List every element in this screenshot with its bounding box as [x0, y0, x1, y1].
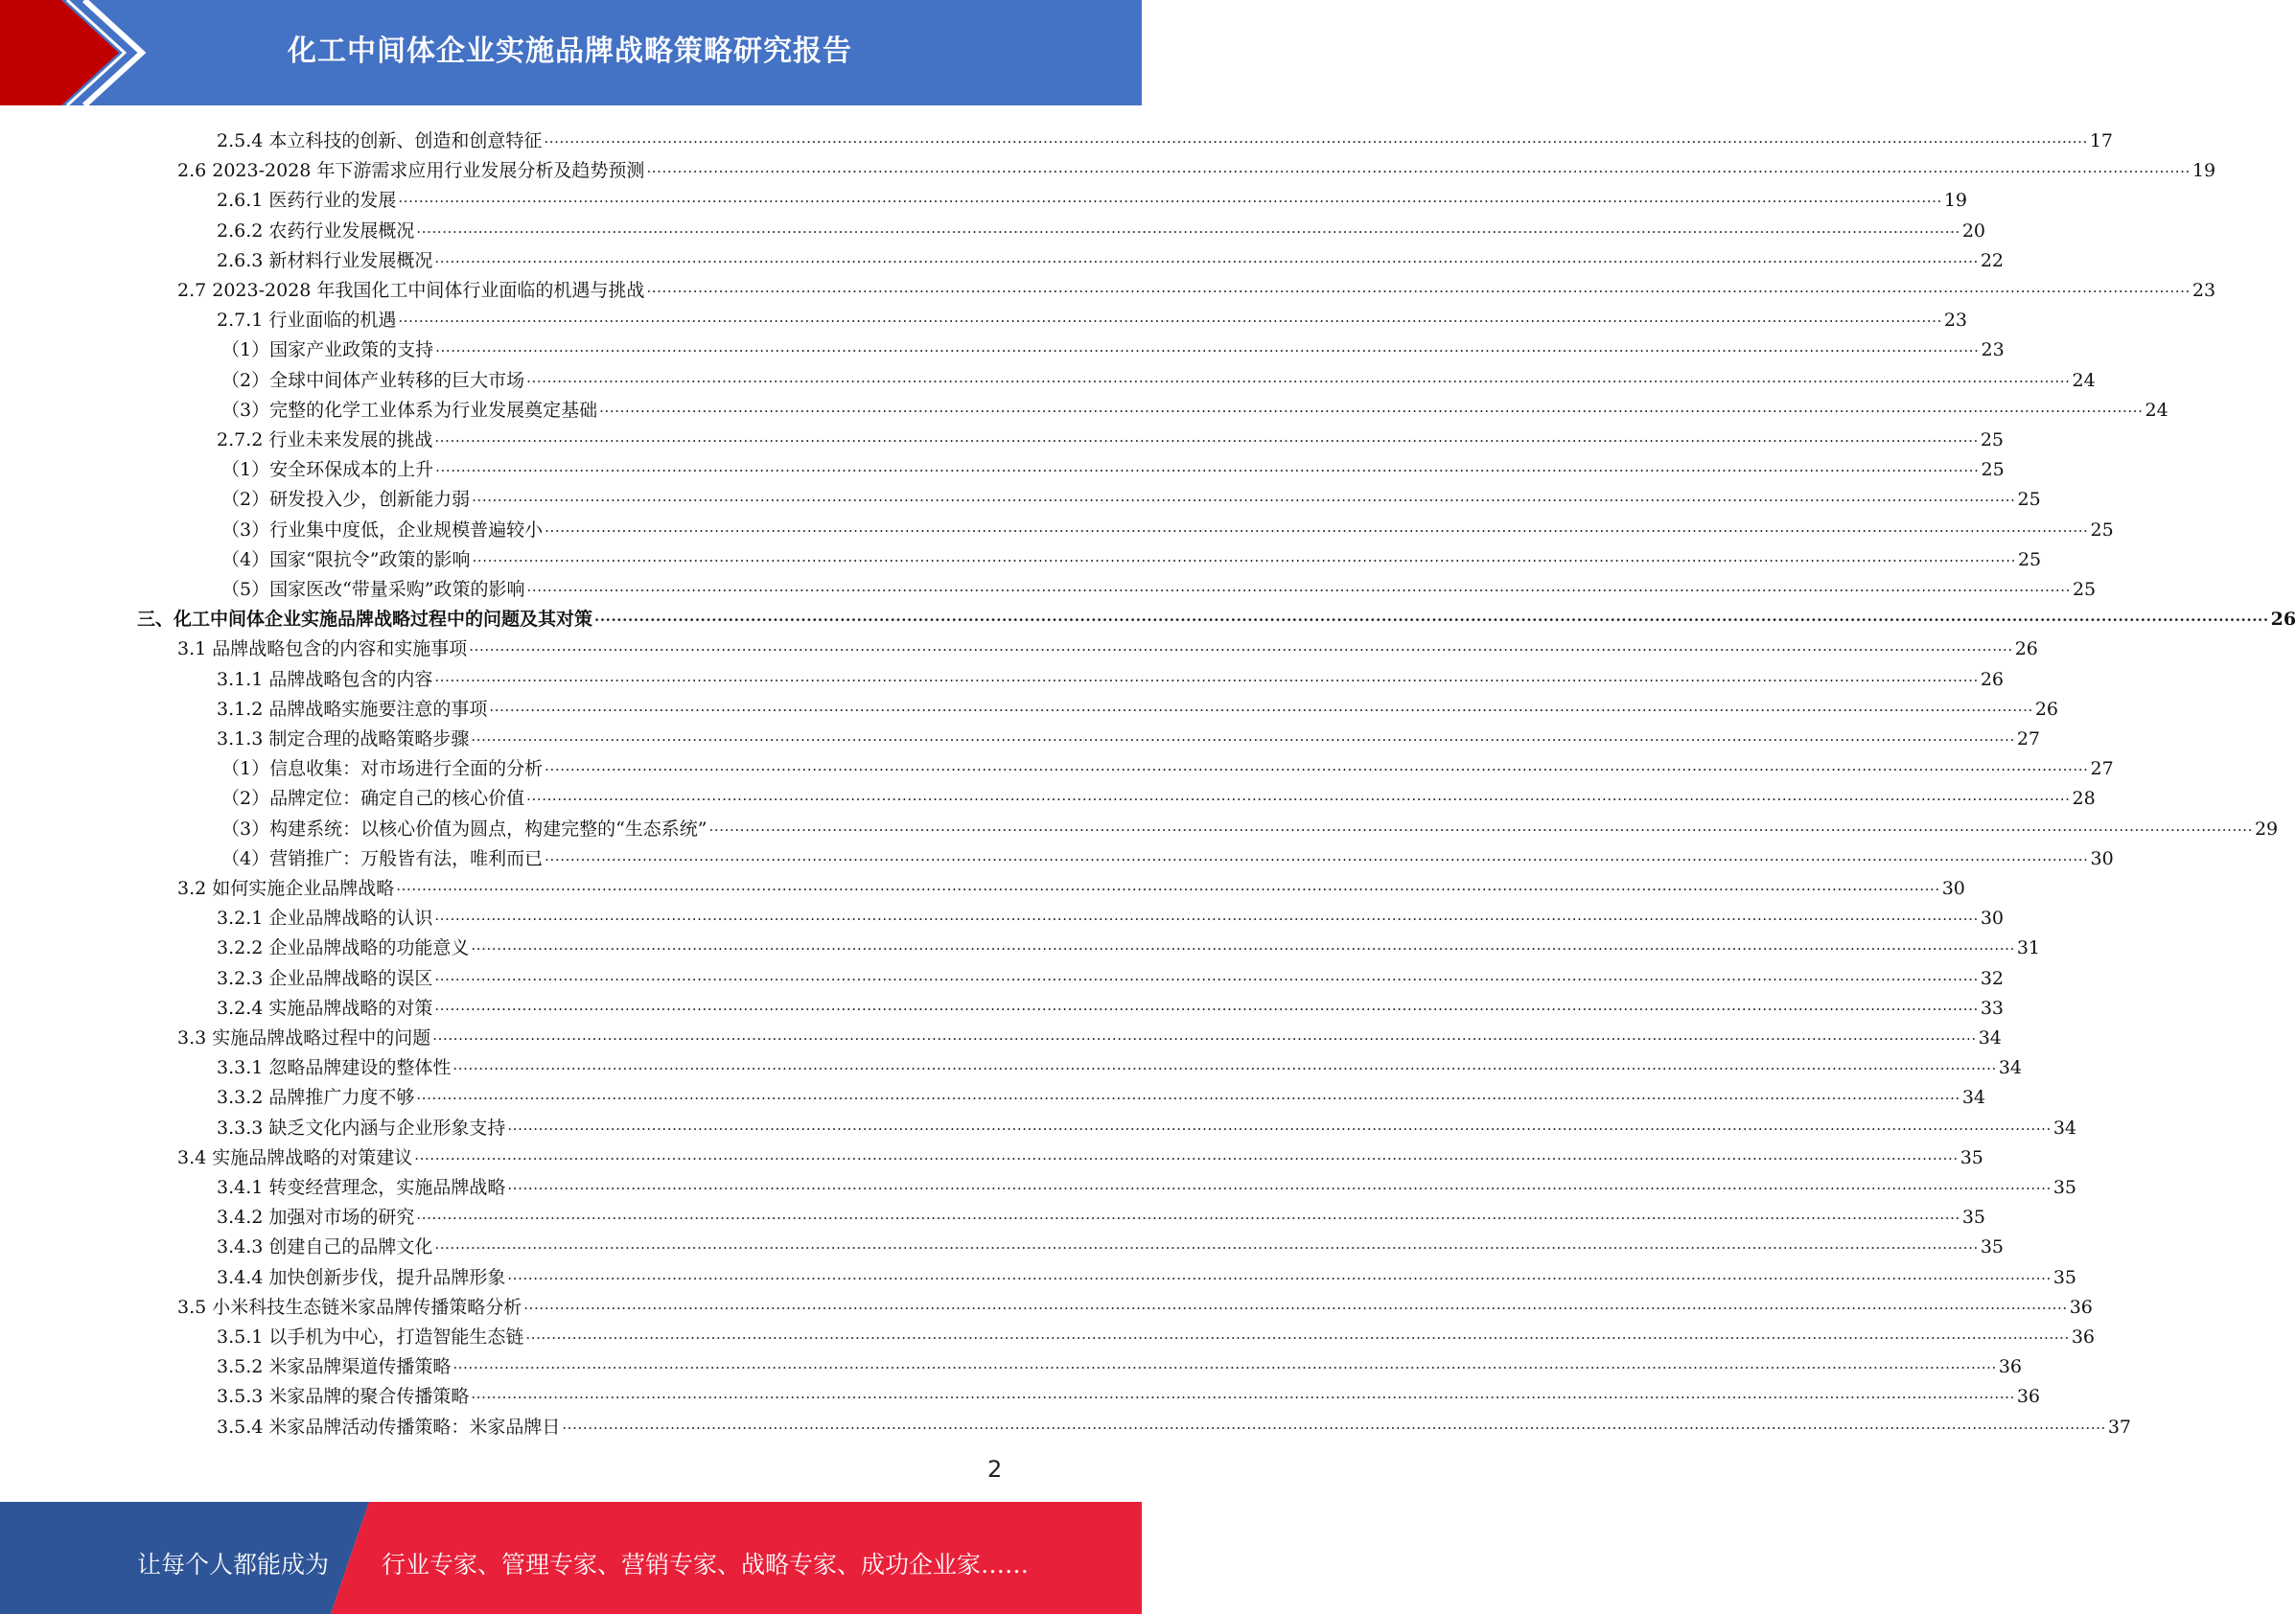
toc-entry-page: 30 [1941, 878, 1965, 899]
toc-entry[interactable] [221, 481, 2041, 511]
toc-entry-page: 35 [2052, 1266, 2076, 1288]
toc-entry-label: 3.3.2 品牌推广力度不够 [217, 1087, 415, 1109]
toc-entry[interactable] [221, 750, 2114, 780]
toc-leader-dots: ............................................................................................................................................................................................................................................................................................................ [416, 219, 1960, 237]
toc-entry-label: （2）研发投入少，创新能力弱 [221, 489, 471, 511]
toc-leader-dots: ............................................................................................................................................................................................................................................................................................................ [507, 1176, 2052, 1193]
toc-entry-page: 34 [1978, 1027, 2002, 1049]
toc-entry-page: 34 [1998, 1057, 2022, 1079]
toc-leader-dots: ............................................................................................................................................................................................................................................................................................................ [416, 1206, 1960, 1224]
toc-entry[interactable] [217, 242, 2004, 272]
toc-entry[interactable] [217, 721, 2040, 750]
toc-entry[interactable] [221, 542, 2042, 571]
toc-entry-label: （1）国家产业政策的支持 [221, 339, 434, 361]
toc-entry-page: 25 [2072, 579, 2097, 600]
toc-entry-page: 26 [2270, 609, 2296, 631]
toc-entry[interactable] [217, 1199, 1985, 1229]
toc-entry-label: （2）全球中间体产业转移的巨大市场 [221, 369, 525, 391]
toc-entry-page: 25 [1980, 429, 2004, 450]
toc-entry-page: 25 [2017, 548, 2042, 570]
toc-entry[interactable] [221, 332, 2005, 361]
toc-entry-label: 3.1.2 品牌战略实施要注意的事项 [217, 698, 488, 720]
toc-entry[interactable] [177, 152, 2216, 182]
toc-leader-dots: ............................................................................................................................................................................................................................................................................................................ [545, 757, 2089, 775]
toc-leader-dots: ............................................................................................................................................................................................................................................................................................................ [646, 279, 2191, 296]
toc-leader-dots: ............................................................................................................................................................................................................................................................................................................ [472, 547, 2016, 565]
toc-entry-label: 3.3.3 缺乏文化内涵与企业形象支持 [217, 1117, 506, 1139]
toc-entry[interactable] [137, 601, 2296, 631]
page-header [0, 0, 1142, 105]
toc-entry[interactable] [217, 1409, 2131, 1439]
toc-entry-label: 2.7.1 行业面临的机遇 [217, 310, 397, 332]
toc-entry-label: 3.4.3 创建自己的品牌文化 [217, 1236, 433, 1258]
toc-entry-page: 26 [2034, 698, 2058, 720]
toc-entry-label: （1）信息收集：对市场进行全面的分析 [221, 758, 544, 780]
toc-leader-dots: ............................................................................................................................................................................................................................................................................................................ [398, 189, 1942, 207]
toc-leader-dots: ............................................................................................................................................................................................................................................................................................................ [452, 1056, 1997, 1074]
toc-entry[interactable] [221, 780, 2096, 810]
toc-entry[interactable] [217, 691, 2058, 721]
toc-entry-label: 2.6.3 新材料行业发展概况 [217, 249, 433, 271]
toc-entry-label: 2.7 2023-2028 年我国化工中间体行业面临的机遇与挑战 [177, 280, 645, 301]
toc-leader-dots: ............................................................................................................................................................................................................................................................................................................ [599, 398, 2144, 416]
toc-entry[interactable] [221, 571, 2097, 601]
toc-entry-page: 20 [1961, 219, 1985, 242]
toc-entry-page: 25 [1981, 459, 2005, 481]
toc-entry[interactable] [217, 213, 1985, 242]
toc-entry-label: （5）国家医改“带量采购”政策的影响 [221, 579, 525, 600]
toc-entry-page: 35 [1980, 1236, 2004, 1258]
toc-entry-label: 2.6.2 农药行业发展概况 [217, 219, 415, 242]
toc-entry-label: 3.5.4 米家品牌活动传播策略：米家品牌日 [217, 1416, 561, 1438]
toc-leader-dots: ............................................................................................................................................................................................................................................................................................................ [526, 368, 2071, 386]
toc-entry-page: 34 [2052, 1117, 2076, 1139]
toc-entry-label: 3.5.1 以手机为中心，打造智能生态链 [217, 1326, 524, 1348]
toc-entry[interactable] [177, 870, 1965, 900]
toc-entry-label: （3）完整的化学工业体系为行业发展奠定基础 [221, 399, 598, 421]
toc-entry-label: 3.5.2 米家品牌渠道传播策略 [217, 1356, 452, 1378]
footer-slogan-right: 行业专家、管理专家、营销专家、战略专家、成功企业家…… [382, 1551, 1030, 1579]
toc-leader-dots: ............................................................................................................................................................................................................................................................................................................ [434, 907, 1979, 925]
toc-leader-dots: ............................................................................................................................................................................................................................................................................................................ [434, 1235, 1979, 1254]
toc-entry[interactable] [217, 1259, 2076, 1289]
toc-leader-dots: ............................................................................................................................................................................................................................................................................................................ [545, 518, 2089, 536]
toc-entry-label: （3）行业集中度低，企业规模普遍较小 [221, 519, 544, 541]
toc-entry-label: 3.4.2 加强对市场的研究 [217, 1207, 415, 1229]
toc-entry-page: 36 [2071, 1326, 2095, 1348]
toc-entry[interactable] [221, 451, 2005, 481]
toc-leader-dots: ............................................................................................................................................................................................................................................................................................................ [471, 1385, 2015, 1403]
toc-entry-page: 32 [1980, 967, 2004, 989]
toc-entry[interactable] [217, 990, 2004, 1020]
toc-entry-label: 3.2.4 实施品牌战略的对策 [217, 997, 433, 1019]
toc-entry-page: 24 [2145, 399, 2168, 421]
footer-slogan-left: 让每个人都能成为 [137, 1551, 330, 1579]
toc-leader-dots: ............................................................................................................................................................................................................................................................................................................ [398, 309, 1942, 327]
toc-entry-page: 19 [1943, 190, 1967, 212]
toc-leader-dots: ............................................................................................................................................................................................................................................................................................................ [526, 787, 2071, 805]
toc-leader-dots: ............................................................................................................................................................................................................................................................................................................ [434, 248, 1979, 266]
toc-leader-dots: ............................................................................................................................................................................................................................................................................................................ [544, 129, 2088, 147]
toc-leader-dots: ............................................................................................................................................................................................................................................................................................................ [471, 936, 2015, 955]
toc-leader-dots: ............................................................................................................................................................................................................................................................................................................ [452, 1355, 1997, 1373]
toc-entry-page: 22 [1980, 249, 2004, 271]
toc-leader-dots: ............................................................................................................................................................................................................................................................................................................ [414, 1145, 1959, 1164]
toc-entry[interactable] [177, 272, 2216, 302]
toc-entry[interactable] [217, 661, 2004, 691]
toc-leader-dots: ............................................................................................................................................................................................................................................................................................................ [523, 1295, 2068, 1313]
toc-entry-page: 33 [1980, 997, 2004, 1019]
toc-entry[interactable] [221, 841, 2114, 870]
toc-entry[interactable] [177, 631, 2038, 660]
toc-entry[interactable] [221, 811, 2279, 841]
toc-leader-dots: ............................................................................................................................................................................................................................................................................................................ [562, 1415, 2106, 1433]
toc-entry-label: （4）国家“限抗令”政策的影响 [221, 548, 471, 570]
toc-entry-page: 35 [2052, 1177, 2076, 1198]
toc-entry[interactable] [217, 1169, 2076, 1199]
toc-entry[interactable] [217, 1229, 2004, 1258]
toc-entry[interactable] [217, 123, 2113, 152]
toc-entry-page: 34 [1961, 1087, 1985, 1109]
toc-entry-label: （1）安全环保成本的上升 [221, 459, 434, 481]
toc-entry-page: 26 [2014, 638, 2038, 660]
toc-entry-page: 35 [1961, 1207, 1985, 1229]
toc-entry[interactable] [217, 1378, 2040, 1408]
toc-leader-dots: ............................................................................................................................................................................................................................................................................................................ [396, 877, 1940, 894]
toc-entry[interactable] [217, 422, 2004, 451]
toc-entry-label: 3.4 实施品牌战略的对策建议 [177, 1146, 413, 1168]
toc-entry-page: 23 [1943, 310, 1967, 332]
toc-entry-label: 3.2 如何实施企业品牌战略 [177, 878, 395, 899]
toc-entry-label: 3.3.1 忽略品牌建设的整体性 [217, 1057, 452, 1079]
toc-entry-label: 2.6 2023-2028 年下游需求应用行业发展分析及趋势预测 [177, 160, 645, 182]
toc-entry-label: 3.1 品牌战略包含的内容和实施事项 [177, 638, 468, 660]
toc-entry-page: 36 [1998, 1356, 2022, 1378]
toc-entry[interactable] [217, 1110, 2076, 1140]
toc-leader-dots: ............................................................................................................................................................................................................................................................................................................ [435, 338, 1980, 357]
toc-entry-label: 3.2.3 企业品牌战略的误区 [217, 967, 433, 989]
toc-entry-page: 29 [2254, 818, 2279, 840]
toc-entry-page: 30 [2090, 847, 2114, 869]
toc-entry[interactable] [217, 302, 1967, 332]
toc-entry[interactable] [177, 1020, 2002, 1049]
toc-entry[interactable] [177, 1289, 2093, 1319]
toc-entry-label: 三、化工中间体企业实施品牌战略过程中的问题及其对策 [137, 609, 593, 631]
toc-entry-page: 36 [2016, 1386, 2040, 1408]
toc-leader-dots: ............................................................................................................................................................................................................................................................................................................ [434, 966, 1979, 984]
toc-leader-dots: ............................................................................................................................................................................................................................................................................................................ [526, 578, 2071, 595]
toc-leader-dots: ............................................................................................................................................................................................................................................................................................................ [471, 727, 2015, 745]
toc-entry[interactable] [217, 1349, 2022, 1378]
toc-entry-page: 23 [1981, 339, 2005, 361]
toc-entry-page: 25 [2090, 519, 2114, 541]
toc-entry-page: 27 [2090, 758, 2114, 780]
toc-entry-label: 3.4.1 转变经营理念，实施品牌战略 [217, 1177, 506, 1198]
toc-entry-page: 35 [1960, 1146, 1983, 1168]
page-number: 2 [987, 1456, 1003, 1483]
toc-entry-label: 3.5 小米科技生态链米家品牌传播策略分析 [177, 1296, 522, 1318]
toc-leader-dots: ............................................................................................................................................................................................................................................................................................................ [434, 996, 1979, 1014]
toc-entry[interactable] [217, 1319, 2095, 1349]
toc-entry[interactable] [221, 512, 2114, 542]
toc-entry-page: 26 [1980, 668, 2004, 690]
toc-entry[interactable] [217, 1079, 1985, 1109]
toc-entry[interactable] [217, 900, 2004, 930]
toc-entry[interactable] [217, 930, 2040, 959]
toc-leader-dots: ............................................................................................................................................................................................................................................................................................................ [489, 697, 2033, 715]
toc-leader-dots: ............................................................................................................................................................................................................................................................................................................ [507, 1116, 2052, 1134]
toc-entry-label: 3.1.3 制定合理的战略策略步骤 [217, 728, 470, 749]
toc-entry-page: 27 [2016, 728, 2040, 749]
toc-entry[interactable] [221, 362, 2096, 392]
toc-leader-dots: ............................................................................................................................................................................................................................................................................................................ [646, 159, 2191, 177]
toc-entry-page: 23 [2192, 280, 2216, 301]
toc-leader-dots: ............................................................................................................................................................................................................................................................................................................ [472, 488, 2016, 506]
toc-leader-dots: ............................................................................................................................................................................................................................................................................................................ [708, 817, 2253, 835]
toc-entry-page: 36 [2069, 1296, 2093, 1318]
toc-entry-page: 31 [2016, 937, 2040, 959]
toc-entry-label: 3.2.1 企业品牌战略的认识 [217, 908, 433, 930]
toc-leader-dots: ............................................................................................................................................................................................................................................................................................................ [432, 1026, 1977, 1044]
toc-entry-label: （4）营销推广：万般皆有法，唯利而已 [221, 847, 544, 869]
toc-entry-page: 19 [2192, 160, 2216, 182]
toc-entry-label: 2.7.2 行业未来发展的挑战 [217, 429, 433, 450]
toc-leader-dots: ............................................................................................................................................................................................................................................................................................................ [545, 846, 2089, 865]
toc-entry-page: 17 [2089, 130, 2113, 151]
toc-entry[interactable] [217, 960, 2004, 990]
toc-leader-dots: ............................................................................................................................................................................................................................................................................................................ [435, 458, 1980, 476]
toc-entry-page: 24 [2072, 369, 2096, 391]
toc-leader-dots: ............................................................................................................................................................................................................................................................................................................ [434, 667, 1979, 685]
toc-entry-label: （2）品牌定位：确定自己的核心价值 [221, 788, 525, 810]
toc-leader-dots: ............................................................................................................................................................................................................................................................................................................ [594, 608, 2269, 626]
toc-entry-page: 37 [2107, 1416, 2131, 1438]
toc-entry-label: 2.6.1 医药行业的发展 [217, 190, 397, 212]
toc-entry-page: 25 [2017, 489, 2041, 511]
toc-entry-page: 28 [2072, 788, 2096, 810]
toc-entry-label: 3.2.2 企业品牌战略的功能意义 [217, 937, 470, 959]
toc-entry-label: 3.1.1 品牌战略包含的内容 [217, 668, 433, 690]
toc-leader-dots: ............................................................................................................................................................................................................................................................................................................ [525, 1326, 2070, 1343]
toc-entry[interactable] [217, 182, 1967, 212]
toc-leader-dots: ............................................................................................................................................................................................................................................................................................................ [434, 428, 1979, 446]
toc-entry-label: 3.3 实施品牌战略过程中的问题 [177, 1027, 431, 1049]
toc-leader-dots: ............................................................................................................................................................................................................................................................................................................ [416, 1086, 1960, 1104]
toc-leader-dots: ............................................................................................................................................................................................................................................................................................................ [507, 1265, 2052, 1283]
toc-entry-label: （3）构建系统：以核心价值为圆点，构建完整的“生态系统” [221, 818, 707, 840]
toc-entry-label: 3.4.4 加快创新步伐，提升品牌形象 [217, 1266, 506, 1288]
toc-entry-label: 3.5.3 米家品牌的聚合传播策略 [217, 1386, 470, 1408]
toc-entry[interactable] [221, 392, 2168, 422]
toc-entry-page: 30 [1980, 908, 2004, 930]
document-title: 化工中间体企业实施品牌战略策略研究报告 [288, 35, 852, 68]
toc-entry[interactable] [217, 1049, 2022, 1079]
page-footer [0, 1502, 1142, 1614]
toc-entry[interactable] [177, 1140, 1983, 1169]
toc-leader-dots: ............................................................................................................................................................................................................................................................................................................ [469, 637, 2013, 656]
toc-entry-label: 2.5.4 本立科技的创新、创造和创意特征 [217, 130, 543, 151]
